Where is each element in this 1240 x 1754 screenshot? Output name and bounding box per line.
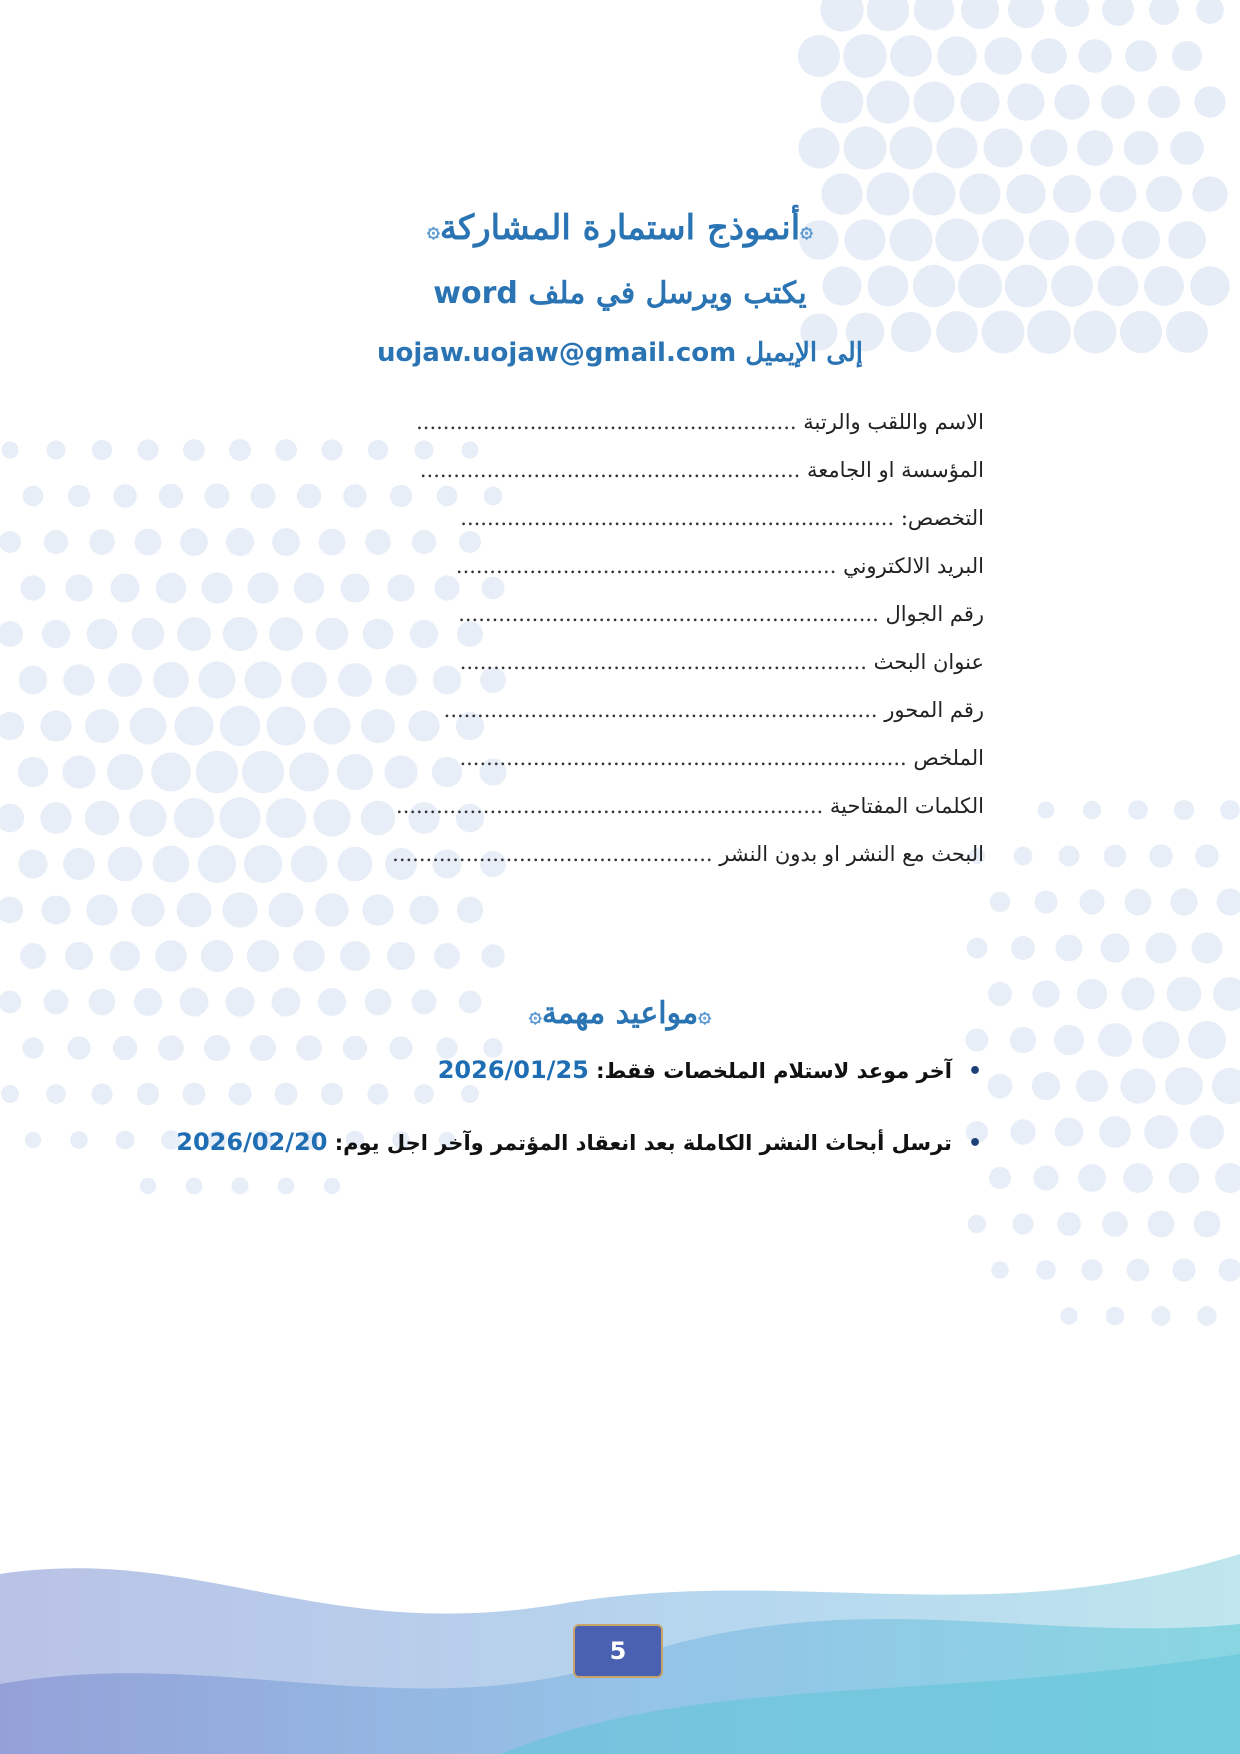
ornament-icon: ۞ <box>426 217 440 243</box>
form-field-row <box>244 638 984 686</box>
deadlines-title <box>0 996 1240 1031</box>
bullet-icon: • <box>967 1131 982 1156</box>
form-field-fill-line: ......................................................... <box>419 458 801 482</box>
contact-email: uojaw.uojaw@gmail.com <box>376 338 737 368</box>
deadline-date: 2026/02/20 <box>176 1128 328 1156</box>
form-field-label: المؤسسة او الجامعة <box>807 458 984 482</box>
form-field-label: الكلمات المفتاحية <box>829 794 984 818</box>
email-instruction-text: إلى الإيميل <box>745 338 864 368</box>
form-field-row <box>244 446 984 494</box>
form-field-fill-line: ......................................................... <box>455 554 837 578</box>
form-field-label: البحث مع النشر او بدون النشر <box>719 842 984 866</box>
form-field-fill-line: ................................................................. <box>460 506 895 530</box>
ornament-icon: ۞ <box>528 1002 542 1028</box>
submission-instruction <box>0 276 1240 311</box>
form-field-label: عنوان البحث <box>873 650 984 674</box>
deadline-text: آخر موعد لاستلام الملخصات فقط: <box>596 1059 952 1083</box>
file-format-word: word <box>433 276 518 311</box>
form-field-row <box>244 830 984 878</box>
form-field-row <box>244 686 984 734</box>
deadline-item <box>176 1128 982 1156</box>
form-field-label: البريد الالكتروني <box>843 554 984 578</box>
form-field-fill-line: ............................................................... <box>458 602 879 626</box>
form-field-fill-line: ................................................................. <box>443 698 878 722</box>
form-field-row <box>244 542 984 590</box>
form-field-row <box>244 590 984 638</box>
form-field-label: رقم الجوال <box>885 602 984 626</box>
form-title <box>0 208 1240 248</box>
form-field-label: التخصص: <box>900 506 984 530</box>
deadline-date: 2026/01/25 <box>437 1056 589 1084</box>
form-field-fill-line: ................................................................ <box>396 794 824 818</box>
participation-form <box>244 398 984 878</box>
form-field-label: رقم المحور <box>884 698 984 722</box>
bullet-icon: • <box>967 1059 982 1084</box>
form-field-fill-line: ............................................................. <box>459 650 867 674</box>
form-field-fill-line: ................................................................... <box>459 746 907 770</box>
form-title-text: أنموذج استمارة المشاركة <box>439 208 801 248</box>
ornament-icon: ۞ <box>698 1002 712 1028</box>
form-field-fill-line: ......................................................... <box>416 410 797 434</box>
deadlines-title-text: مواعيد مهمة <box>541 996 699 1031</box>
instruction-text: يكتب ويرسل في ملف <box>528 276 807 311</box>
form-field-row <box>244 782 984 830</box>
email-instruction <box>0 338 1240 368</box>
deadline-text: ترسل أبحاث النشر الكاملة بعد انعقاد المؤتمر وآخر اجل يوم: <box>334 1131 952 1155</box>
form-field-row <box>244 494 984 542</box>
form-field-row <box>244 734 984 782</box>
page-number-badge: 5 <box>573 1624 663 1678</box>
form-field-label: الملخص <box>913 746 984 770</box>
form-field-label: الاسم واللقب والرتبة <box>803 410 984 434</box>
deadline-item <box>438 1056 982 1084</box>
ornament-icon: ۞ <box>800 217 814 243</box>
form-field-fill-line: ................................................ <box>392 842 713 866</box>
form-field-row <box>244 398 984 446</box>
